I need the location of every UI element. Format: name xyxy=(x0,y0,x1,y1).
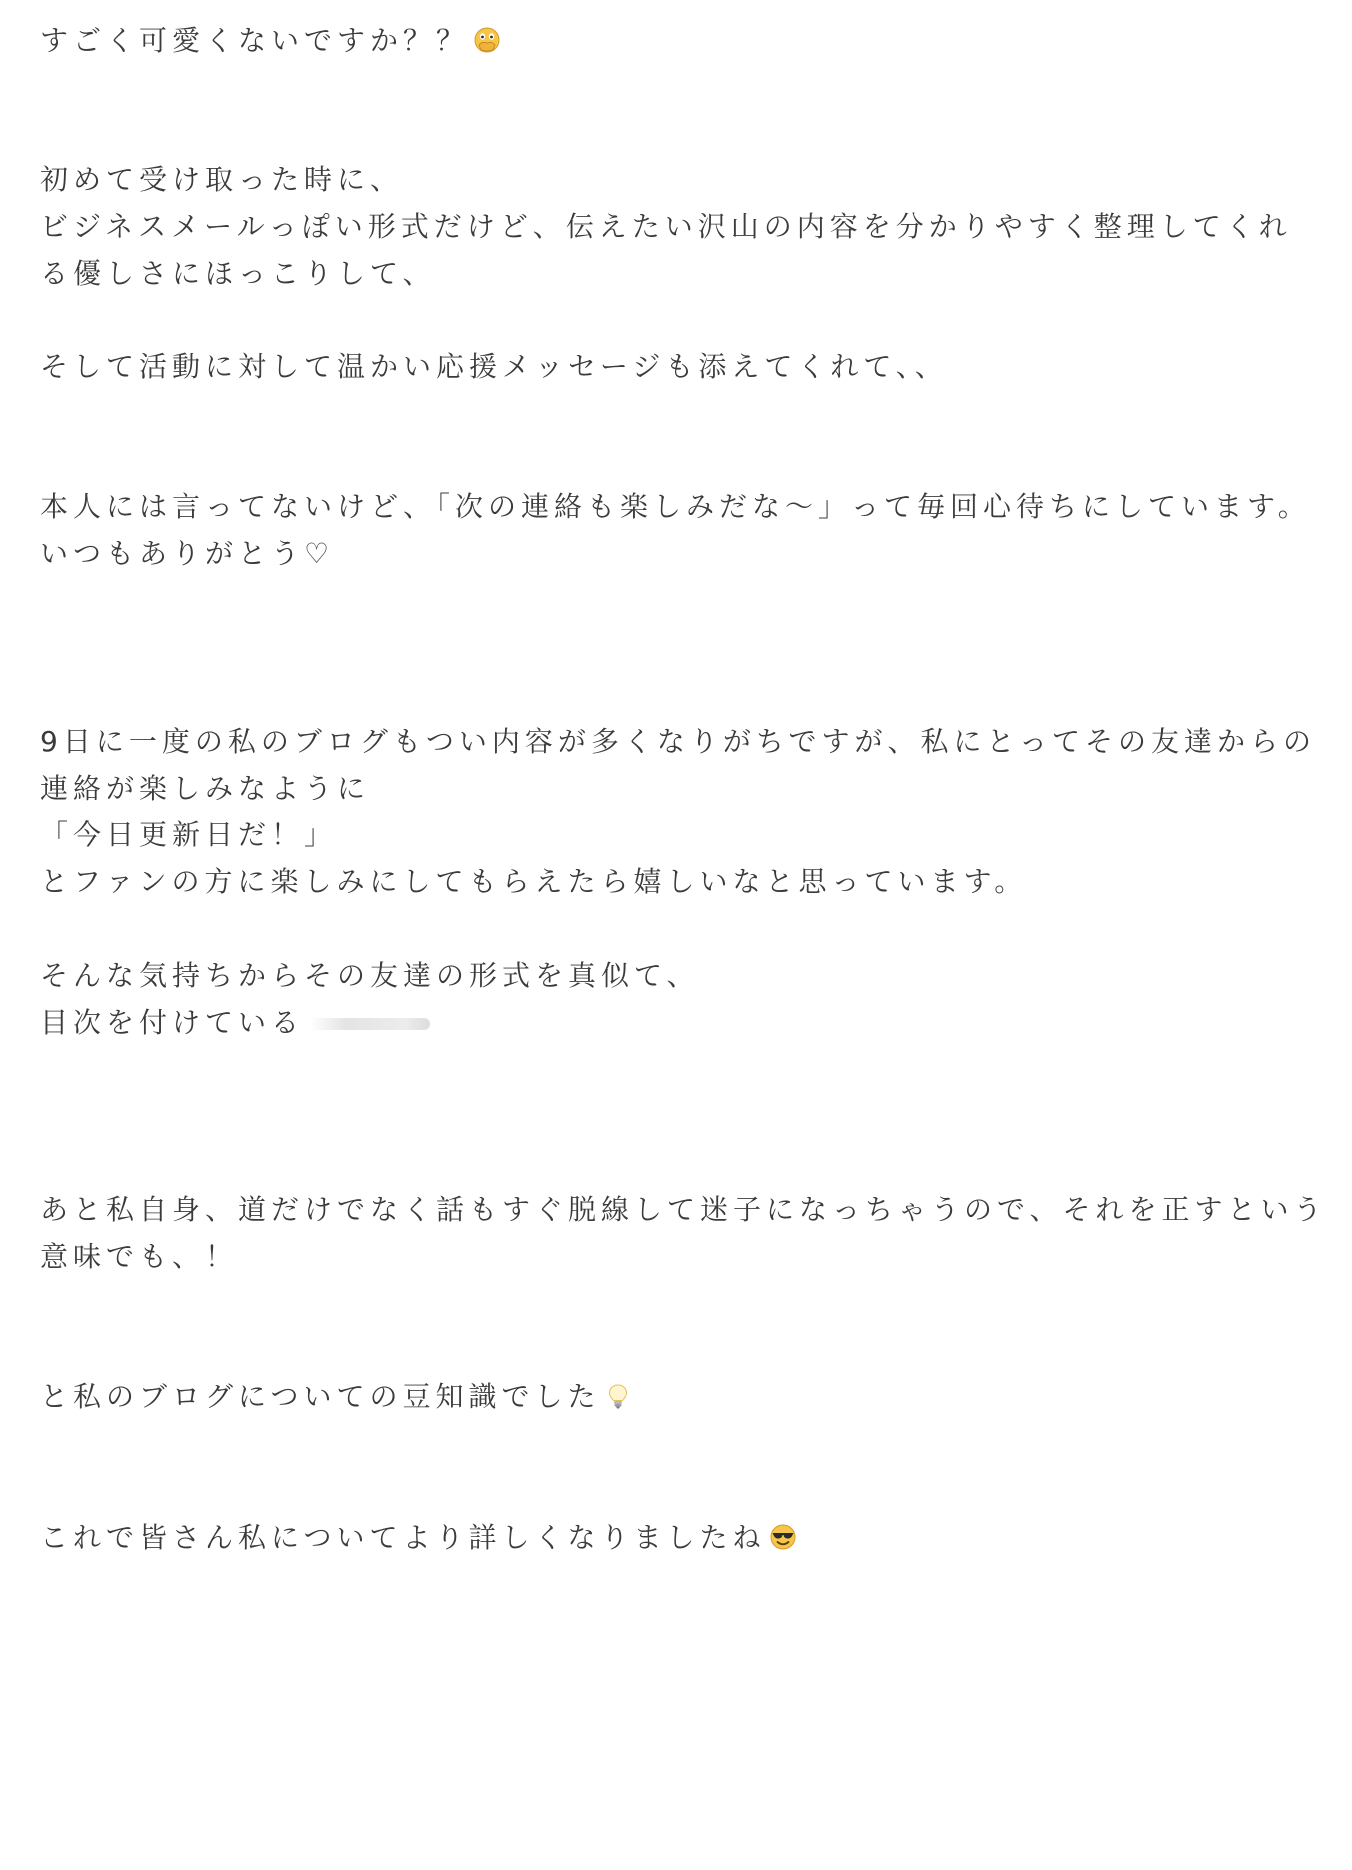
blog-line xyxy=(40,1237,238,1277)
blurred-trailing-mark xyxy=(310,1018,430,1030)
line-text: 9日に一度の私のブログもつい内容が多くなりがちですが、私にとってその友達からの xyxy=(40,725,1316,758)
line-text: これで皆さん私についてより詳しくなりましたね xyxy=(40,1521,766,1554)
line-text: すごく可愛くないですか？？ xyxy=(40,24,470,57)
line-text: ビジネスメールっぽい形式だけど、伝えたい沢山の内容を分かりやすく整理してくれ xyxy=(40,210,1292,243)
blog-line xyxy=(40,254,435,294)
line-text: 連絡が楽しみなように xyxy=(40,772,371,805)
line-text: 目次を付けている xyxy=(40,1006,305,1039)
blog-line xyxy=(40,534,334,574)
blog-line xyxy=(40,1377,632,1417)
blog-line xyxy=(40,1003,430,1043)
line-text: 初めて受け取った時に、 xyxy=(40,163,404,196)
line-text: あと私自身、道だけでなく話もすぐ脱線して迷子になっちゃうので、それを正すという xyxy=(40,1193,1327,1226)
line-text: そんな気持ちからその友達の形式を真似て、 xyxy=(40,959,700,992)
light-bulb-icon xyxy=(604,1382,632,1410)
blog-line xyxy=(40,862,1027,902)
line-text: いつもありがとう♡ xyxy=(40,537,335,570)
blog-line xyxy=(40,207,1292,247)
line-text: とファンの方に楽しみにしてもらえたら嬉しいなと思っています。 xyxy=(40,865,1028,898)
blog-article xyxy=(40,0,1327,1870)
line-text: 「今日更新日だ！」 xyxy=(40,818,338,851)
line-text: 本人には言ってないけど、「次の連絡も楽しみだな〜」って毎回心待ちにしています。 xyxy=(40,490,1311,523)
blog-line xyxy=(40,956,699,996)
blog-line xyxy=(40,769,370,809)
line-text: そして活動に対して温かい応援メッセージも添えてくれて、、 xyxy=(40,350,948,383)
blog-line xyxy=(40,1190,1326,1230)
blog-line xyxy=(40,347,948,387)
blog-line xyxy=(40,815,337,855)
blog-line xyxy=(40,160,403,200)
line-text: と私のブログについての豆知識でした xyxy=(40,1380,601,1413)
blog-line xyxy=(40,21,501,61)
smiling-face-with-sunglasses-icon xyxy=(769,1523,797,1551)
line-text: 意味でも、！ xyxy=(40,1240,239,1273)
line-text: る優しさにほっこりして、 xyxy=(40,257,436,290)
blog-line xyxy=(40,722,1316,762)
face-with-open-eyes-and-hand-over-mouth-icon xyxy=(473,26,501,54)
blog-line xyxy=(40,1518,797,1558)
blog-line xyxy=(40,487,1311,527)
